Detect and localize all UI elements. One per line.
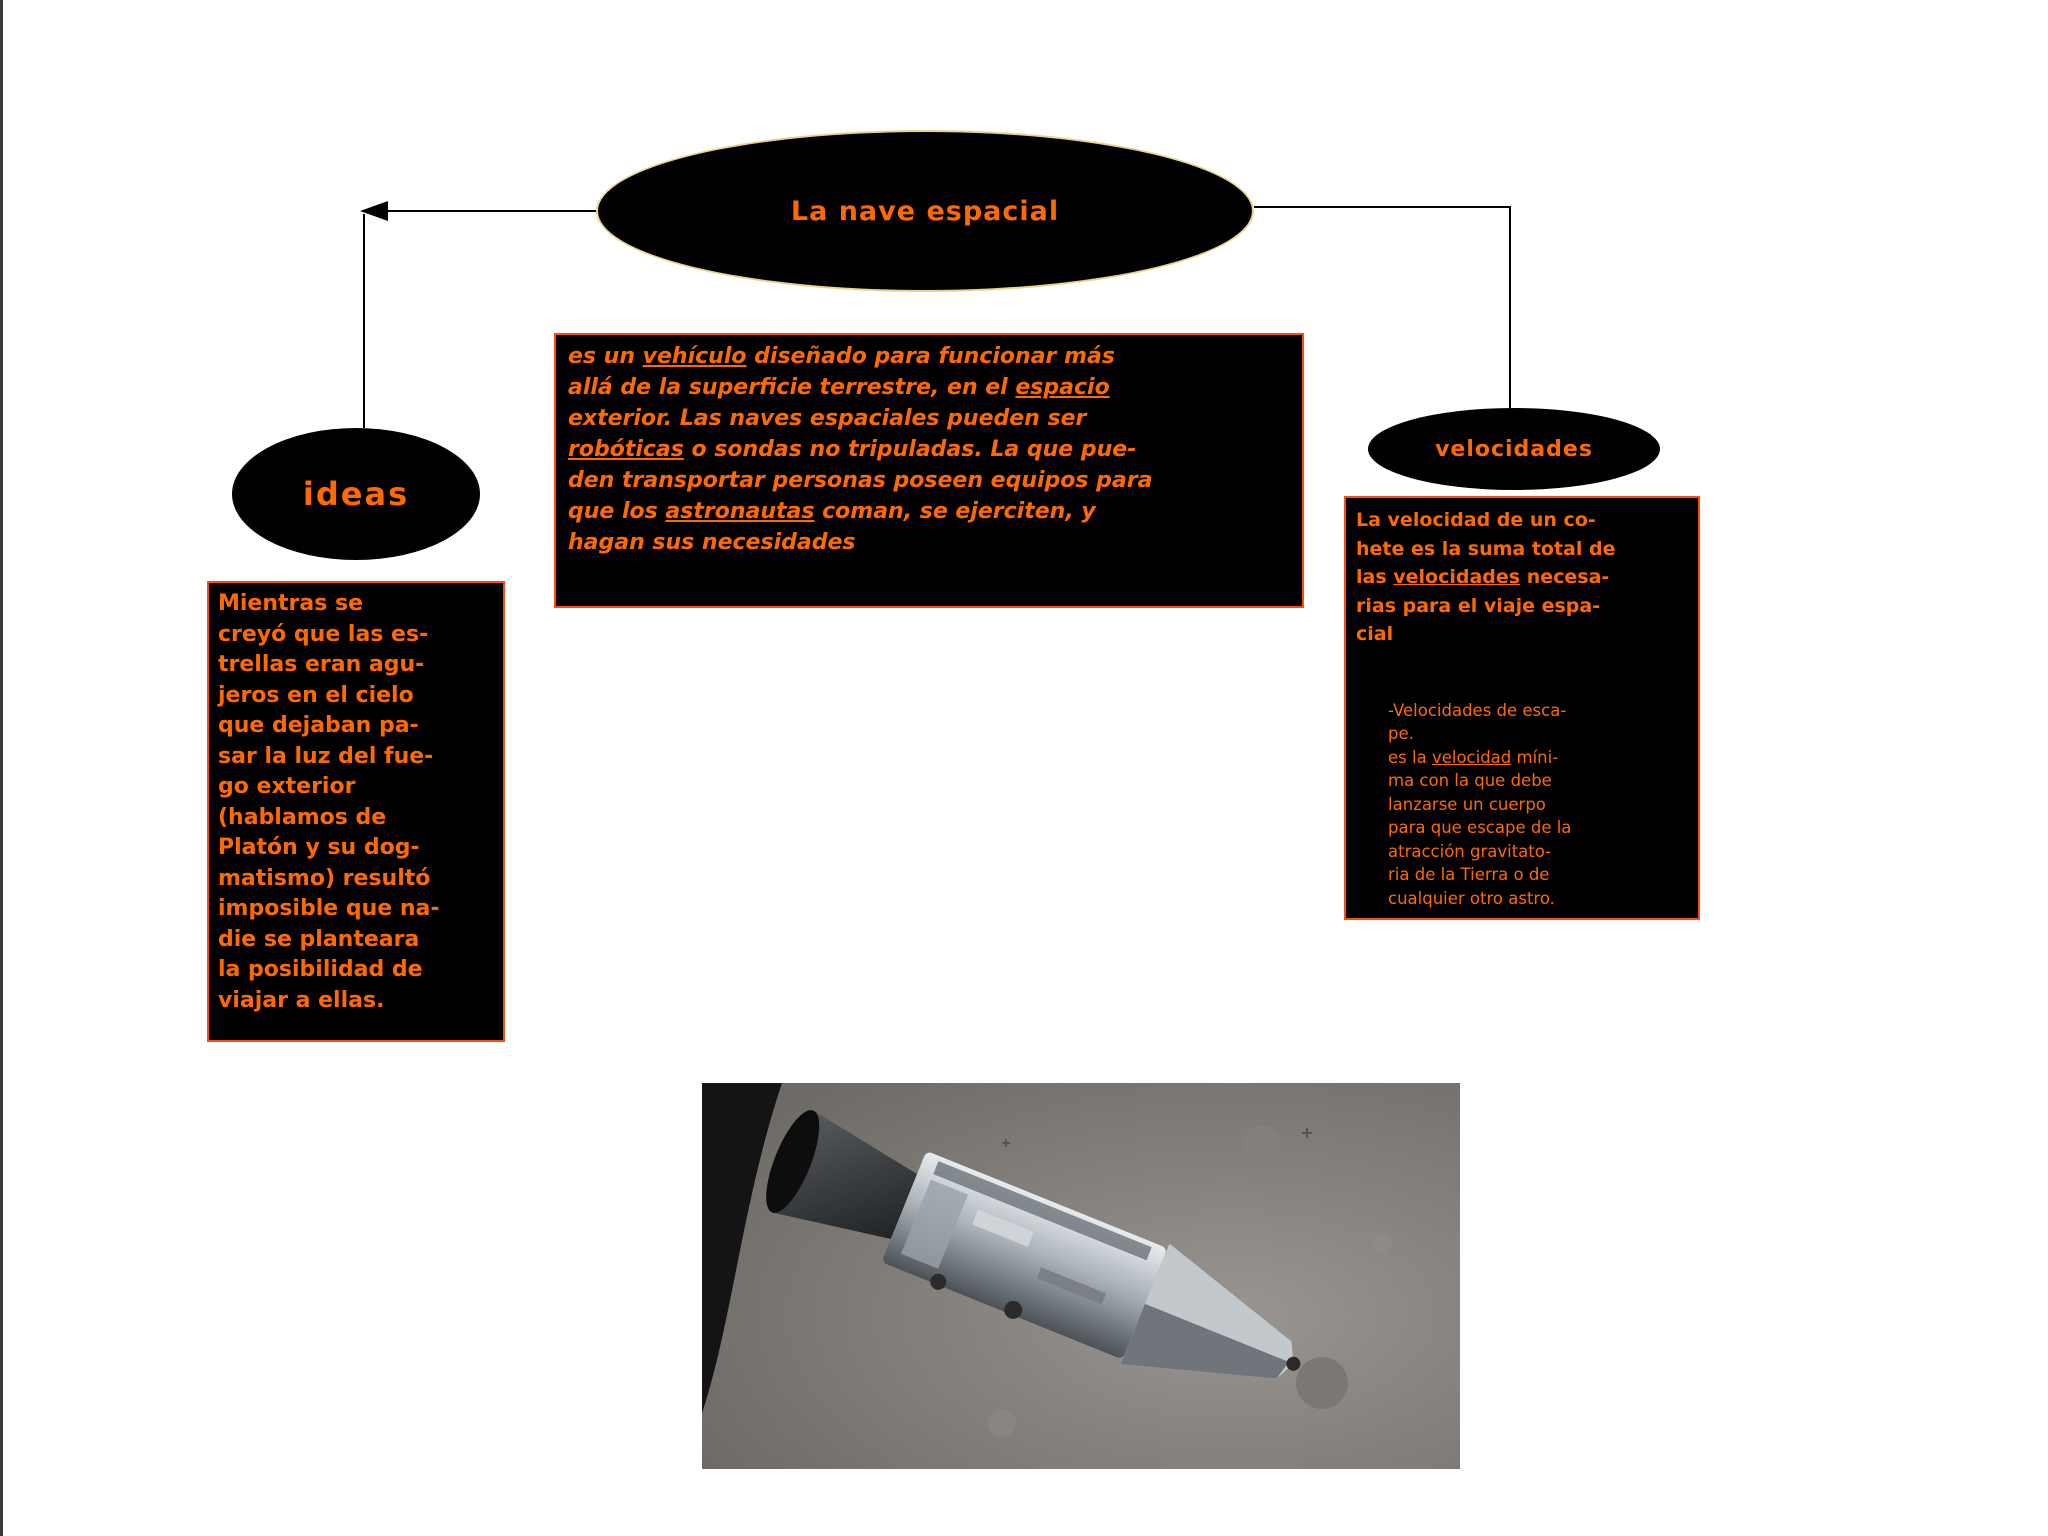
definition-box [554,333,1304,608]
text-segment: las [1356,566,1394,588]
velocidades-main-text [1356,506,1688,649]
text-line [568,341,1290,372]
velocidades-node-ellipse [1368,408,1660,490]
linked-term[interactable]: robóticas [568,437,684,462]
text-line [568,372,1290,403]
main-node-label: La nave espacial [790,195,1060,227]
text-line [218,589,494,620]
text-segment: Mientras se [218,591,363,616]
text-segment: que los [568,499,666,524]
text-segment: necesa- [1520,566,1610,588]
text-segment: hete es la suma total de [1356,537,1616,560]
text-segment: para que escape de la [1388,818,1572,837]
text-line [1388,699,1650,723]
escape-velocity-text [1388,699,1650,911]
text-line [1388,887,1650,911]
text-segment: lanzarse un cuerpo [1388,794,1546,814]
text-segment: jeros en el cielo [218,682,414,708]
text-segment: atracción gravitato- [1388,841,1552,861]
text-segment: exterior. Las naves espaciales pueden ser [568,406,1087,431]
text-segment: matismo) resultó [218,865,431,891]
text-segment: es la [1388,747,1432,767]
text-line [1388,863,1650,887]
text-line [218,833,494,864]
text-segment: -Velocidades de esca- [1388,700,1567,720]
text-segment: creyó que las es- [218,621,429,647]
text-line [568,434,1290,465]
text-segment: coman, se ejerciten, y [814,499,1096,524]
text-line [1356,592,1688,621]
text-segment: es un [568,344,643,369]
text-segment: míni- [1511,747,1559,767]
text-line [218,711,494,742]
text-line [1356,506,1688,535]
spacecraft-photo [702,1083,1460,1469]
linked-term[interactable]: velocidad [1431,747,1512,767]
text-line [218,650,494,681]
text-segment: sar la luz del fue- [218,743,434,769]
text-line [1356,563,1688,592]
ideas-node-ellipse [232,428,480,560]
text-line [1356,620,1688,649]
linked-term[interactable]: vehículo [642,344,747,369]
text-segment: diseñado para funcionar más [746,344,1115,369]
text-line [568,403,1290,434]
text-segment: hagan sus necesidades [568,530,856,555]
text-line [1388,816,1650,840]
text-segment: que dejaban pa- [218,713,419,738]
text-segment: cualquier otro astro. [1388,888,1555,908]
text-line [1388,746,1650,770]
text-line [218,681,494,712]
text-line [568,465,1290,496]
text-segment: allá de la superficie terrestre, en el [568,375,1016,400]
text-segment: rias para el viaje espa- [1356,594,1601,617]
text-line [218,864,494,895]
text-segment: la posibilidad de [218,957,423,982]
text-segment: (hablamos de [218,804,387,830]
linked-term[interactable]: espacio [1015,375,1110,400]
linked-term[interactable]: velocidades [1393,566,1521,588]
text-segment: go exterior [218,774,356,799]
text-line [218,772,494,803]
text-line [1356,535,1688,564]
text-segment: La velocidad de un co- [1356,509,1596,531]
linked-term[interactable]: astronautas [665,499,815,524]
text-segment: cial [1356,623,1394,645]
velocidades-text-box [1344,496,1700,920]
text-line [218,986,494,1017]
text-segment: den transportar personas poseen equipos para [568,468,1153,493]
text-segment: trellas eran agu- [218,652,425,677]
text-line [568,527,1290,558]
text-line [1388,769,1650,793]
velocidades-node-label: velocidades [1435,436,1593,462]
text-segment: die se planteara [218,926,420,952]
text-line [218,803,494,834]
text-segment: imposible que na- [218,896,440,921]
text-segment: ria de la Tierra o de [1388,865,1550,884]
text-segment: viajar a ellas. [218,987,385,1013]
text-line [218,955,494,986]
text-segment: Platón y su dog- [218,835,420,860]
main-node-ellipse [596,130,1254,292]
text-line [1388,840,1650,864]
text-line [218,620,494,651]
text-line [218,925,494,956]
text-line [568,496,1290,527]
text-segment: pe. [1388,724,1414,743]
text-line [218,742,494,773]
text-segment: o sondas no tripuladas. La que pue- [683,437,1137,462]
text-line [1388,793,1650,817]
text-line [1388,722,1650,746]
text-line [218,894,494,925]
text-segment: ma con la que debe [1388,771,1552,790]
ideas-text-box [207,581,505,1042]
ideas-node-label: ideas [302,475,410,513]
